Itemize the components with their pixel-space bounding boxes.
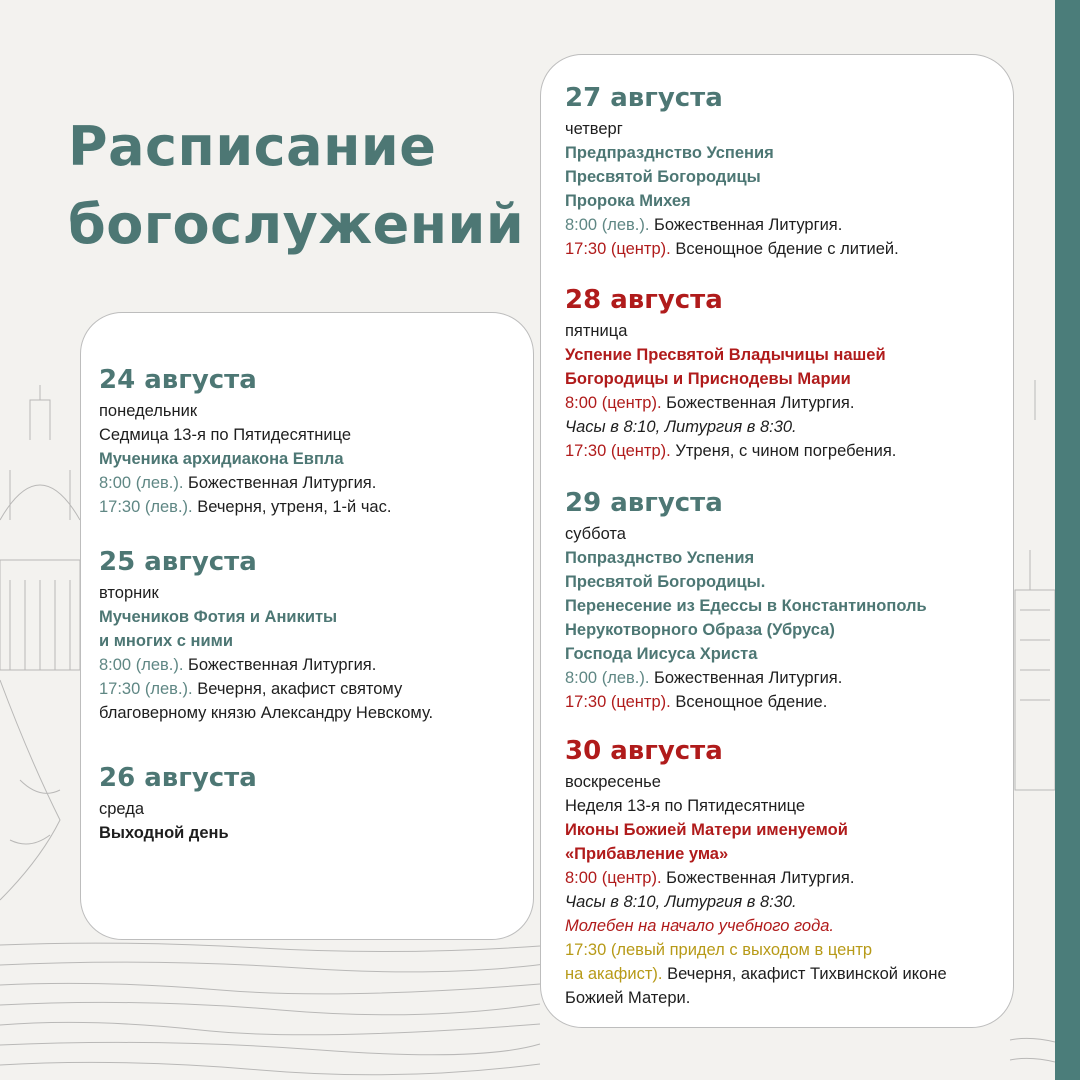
day-feast: Попразднство Успения — [565, 549, 755, 567]
day-date: 24 августа — [99, 365, 257, 395]
service-line: 8:00 (лев.). Божественная Литургия. — [565, 216, 843, 234]
day-weekday: среда — [99, 800, 145, 818]
day-feast: Пресвятой Богородицы — [565, 168, 761, 186]
schedule-card-right — [540, 54, 1014, 1028]
day-feast: Пророка Михея — [565, 192, 691, 210]
service-line: 8:00 (лев.). Божественная Литургия. — [565, 669, 843, 687]
day-weekday: суббота — [565, 525, 626, 543]
service-line: 8:00 (центр). Божественная Литургия. — [565, 869, 855, 887]
service-line: 8:00 (центр). Божественная Литургия. — [565, 394, 855, 412]
service-note: Часы в 8:10, Литургия в 8:30. — [565, 418, 797, 436]
day-feast: Богородицы и Приснодевы Марии — [565, 370, 851, 388]
day-feast: Мученика архидиакона Евпла — [99, 450, 344, 468]
day-date: 30 августа — [565, 736, 723, 766]
day-29-aug — [565, 484, 1003, 714]
schedule-card-left — [80, 312, 534, 940]
day-feast: Господа Иисуса Христа — [565, 645, 758, 663]
day-24-aug — [99, 361, 523, 519]
day-feast: Иконы Божией Матери именуемой — [565, 821, 848, 839]
service-line: 17:30 (лев.). Вечерня, акафист святому — [99, 680, 403, 698]
service-line: 17:30 (лев.). Вечерня, утреня, 1-й час. — [99, 498, 392, 516]
day-date: 26 августа — [99, 763, 257, 793]
day-feast: «Прибавление ума» — [565, 845, 729, 863]
day-date: 29 августа — [565, 488, 723, 518]
day-feast: и многих с ними — [99, 632, 233, 650]
day-26-aug — [99, 759, 523, 845]
day-weekday: пятница — [565, 322, 628, 340]
day-feast: Перенесение из Едессы в Константинополь — [565, 597, 927, 615]
service-line: 17:30 (левый придел с выходом в центр — [565, 941, 873, 959]
day-date: 25 августа — [99, 547, 257, 577]
right-accent-stripe — [1055, 0, 1080, 1080]
service-line: 8:00 (лев.). Божественная Литургия. — [99, 474, 377, 492]
service-line: 17:30 (центр). Утреня, с чином погребения. — [565, 442, 897, 460]
day-week: Седмица 13-я по Пятидесятнице — [99, 426, 352, 444]
service-line: 17:30 (центр). Всенощное бдение. — [565, 693, 828, 711]
day-off-label: Выходной день — [99, 824, 229, 842]
day-28-aug — [565, 281, 1003, 463]
day-feast: Успение Пресвятой Владычицы нашей — [565, 346, 886, 364]
service-line: благоверному князю Александру Невскому. — [99, 704, 434, 722]
day-weekday: понедельник — [99, 402, 198, 420]
day-weekday: четверг — [565, 120, 623, 138]
day-feast: Пресвятой Богородицы. — [565, 573, 766, 591]
service-line: 8:00 (лев.). Божественная Литургия. — [99, 656, 377, 674]
day-date: 27 августа — [565, 83, 723, 113]
day-27-aug — [565, 79, 1003, 261]
day-feast: Нерукотворного Образа (Убруса) — [565, 621, 835, 639]
service-line: на акафист). Вечерня, акафист Тихвинской иконе — [565, 965, 947, 983]
page-title: Расписание богослужений — [68, 115, 525, 256]
day-feast: Предпразднство Успения — [565, 144, 774, 162]
service-note: Часы в 8:10, Литургия в 8:30. — [565, 893, 797, 911]
day-feast: Мучеников Фотия и Аникиты — [99, 608, 338, 626]
day-week: Неделя 13-я по Пятидесятнице — [565, 797, 806, 815]
day-25-aug — [99, 543, 523, 725]
day-weekday: вторник — [99, 584, 159, 602]
day-30-aug — [565, 732, 1003, 1010]
day-weekday: воскресенье — [565, 773, 661, 791]
service-line: Божией Матери. — [565, 989, 691, 1007]
day-date: 28 августа — [565, 285, 723, 315]
service-line: 17:30 (центр). Всенощное бдение с литией. — [565, 240, 899, 258]
service-note-red: Молебен на начало учебного года. — [565, 917, 834, 935]
